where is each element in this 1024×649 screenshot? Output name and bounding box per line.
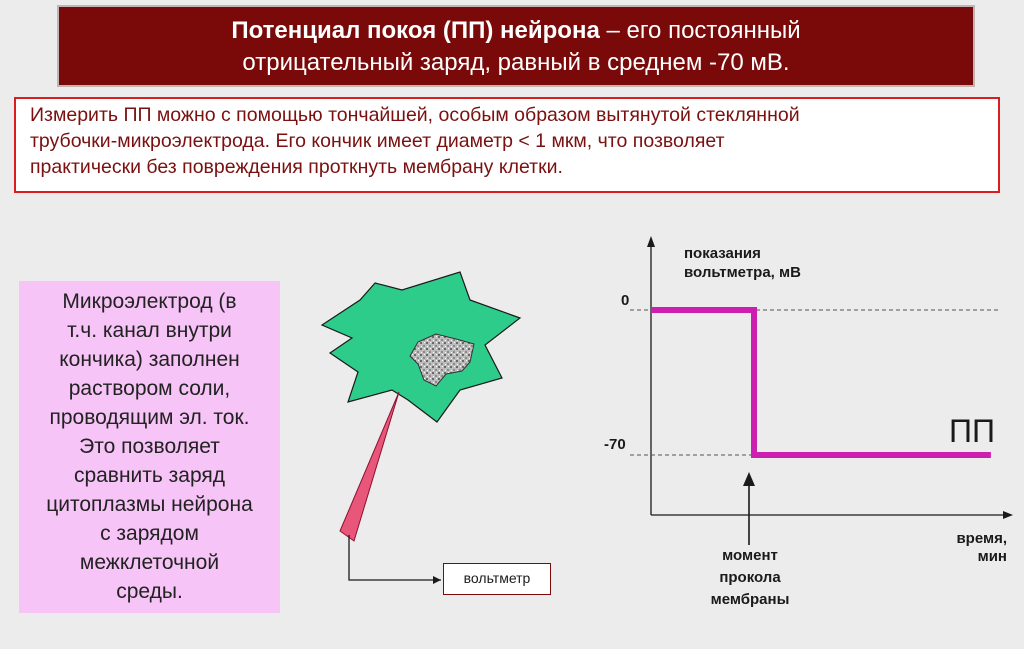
microelectrode: [340, 392, 399, 541]
puncture-arrow: [743, 472, 755, 545]
puncture-label-line-3: мембраны: [710, 591, 790, 608]
side-note-line: с зарядом: [100, 522, 199, 545]
title-rest-text: – его постоянный: [599, 17, 801, 44]
side-note-line: среды.: [116, 580, 183, 603]
puncture-moment-label: [690, 545, 810, 611]
title-line-2: отрицательный заряд, равный в среднем -70 мВ.: [242, 49, 790, 76]
puncture-label-line-2: прокола: [719, 569, 781, 586]
side-note-line: Микроэлектрод (в: [62, 290, 237, 313]
puncture-label-line-1: момент: [722, 547, 778, 564]
side-note-line: кончика) заполнен: [59, 348, 240, 371]
info-line-1: Измерить ПП можно с помощью тончайшей, особым образом вытянутой стеклянной: [30, 104, 800, 126]
side-note-line: проводящим эл. ток.: [49, 406, 250, 429]
x-axis-label-line-2: мин: [977, 548, 1007, 565]
title-bold-text: Потенциал покоя (ПП) нейрона: [231, 17, 600, 44]
membrane-potential-trace: [651, 310, 991, 455]
y-axis-label-line-2: вольтметра, мВ: [684, 264, 801, 281]
side-note-line: цитоплазмы нейрона: [46, 493, 253, 516]
x-axis-label-line-1: время,: [956, 530, 1007, 547]
side-note-line: Это позволяет: [79, 435, 220, 458]
tick-label-zero: 0: [621, 292, 630, 309]
y-axis-label-line-1: показания: [684, 245, 761, 262]
side-note-line: раствором соли,: [68, 377, 231, 400]
side-note-line: сравнить заряд: [73, 464, 226, 487]
voltmeter-box: вольтметр: [443, 563, 551, 595]
tick-label-minus70: -70: [604, 436, 626, 453]
y-axis-label: [684, 244, 801, 282]
side-note-line: т.ч. канал внутри: [67, 319, 232, 342]
x-axis-label: [932, 530, 1007, 566]
rp-label: ПП: [949, 413, 995, 449]
side-note-line: межклеточной: [79, 551, 220, 574]
electrode-wire: [349, 535, 441, 580]
info-line-3: практически без повреждения проткнуть мембрану клетки.: [30, 156, 563, 178]
graph-dashed-lines: [630, 310, 1000, 455]
wire-arrowhead: [433, 576, 441, 584]
info-line-2: трубочки-микроэлектрода. Его кончик имеет диаметр < 1 мкм, что позволяет: [30, 130, 725, 152]
